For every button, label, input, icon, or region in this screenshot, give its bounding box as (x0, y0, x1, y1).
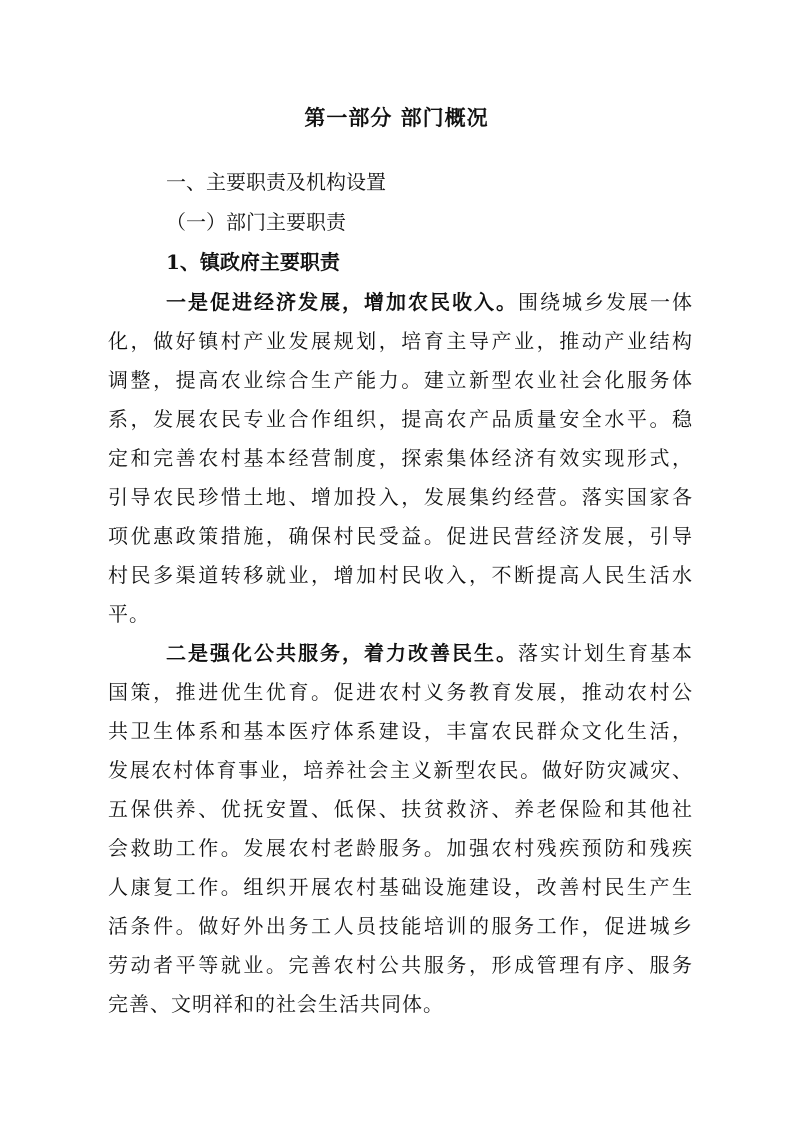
paragraph-1-line: 引导农民珍惜土地、增加投入，发展集约经营。落实国家各 (108, 485, 693, 509)
paragraph-1-line: 系，发展农民专业合作组织，提高农产品质量安全水平。稳 (108, 407, 693, 431)
paragraph-1-line: 村民多渠道转移就业，增加村民收入，不断提高人民生活水 (108, 563, 693, 587)
item-heading: 1、镇政府主要职责 (166, 250, 340, 274)
paragraph-2-lead: 二是强化公共服务，着力改善民生。 (166, 641, 518, 665)
paragraph-2-line: 共卫生体系和基本医疗体系建设，丰富农民群众文化生活， (108, 719, 693, 743)
paragraph-1-last-line: 平。 (108, 602, 150, 626)
page-title: 第一部分 部门概况 (304, 105, 489, 130)
paragraph-2-first-line (166, 638, 693, 668)
paragraph-2-line: 会救助工作。发展农村老龄服务。加强农村残疾预防和残疾 (108, 836, 693, 860)
section-heading: 一、主要职责及机构设置 (166, 170, 386, 194)
paragraph-2-line: 劳动者平等就业。完善农村公共服务，形成管理有序、服务 (108, 953, 693, 977)
paragraph-2-line: 活条件。做好外出务工人员技能培训的服务工作，促进城乡 (108, 914, 693, 938)
paragraph-2-line: 五保供养、优抚安置、低保、扶贫救济、养老保险和其他社 (108, 797, 693, 821)
paragraph-1-line: 化，做好镇村产业发展规划，培育主导产业，推动产业结构 (108, 329, 693, 353)
paragraph-1-line: 定和完善农村基本经营制度，探索集体经济有效实现形式， (108, 446, 693, 470)
paragraph-2-line: 人康复工作。组织开展农村基础设施建设，改善村民生产生 (108, 875, 693, 899)
paragraph-1-line: 调整，提高农业综合生产能力。建立新型农业社会化服务体 (108, 368, 693, 392)
paragraph-1-first-line (166, 287, 693, 317)
paragraph-1-line: 项优惠政策措施，确保村民受益。促进民营经济发展，引导 (108, 524, 693, 548)
paragraph-1-line-1-rest: 围绕城乡发展一体 (518, 290, 693, 314)
subsection-heading: （一）部门主要职责 (166, 210, 346, 234)
paragraph-2-line-1-rest: 落实计划生育基本 (518, 641, 693, 665)
paragraph-2-line: 国策，推进优生优育。促进农村义务教育发展，推动农村公 (108, 680, 693, 704)
paragraph-2-last-line: 完善、文明祥和的社会生活共同体。 (108, 992, 444, 1016)
paragraph-1-lead: 一是促进经济发展，增加农民收入。 (166, 290, 518, 314)
paragraph-2-line: 发展农村体育事业，培养社会主义新型农民。做好防灾减灾、 (108, 758, 693, 782)
